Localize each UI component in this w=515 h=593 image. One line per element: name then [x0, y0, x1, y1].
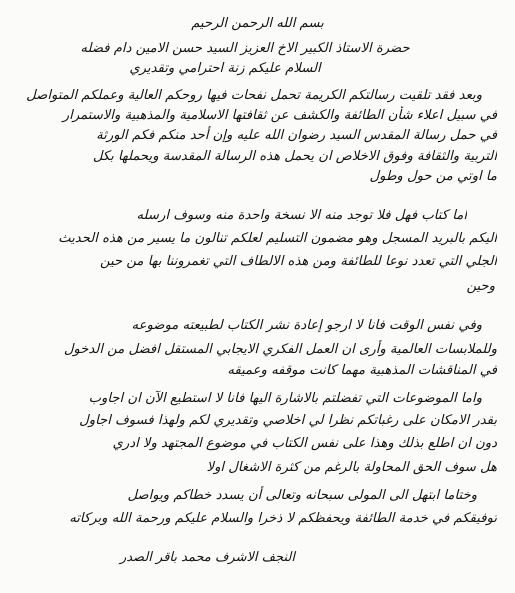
closing-line-2: توفيقكم في خدمة الطائفة ويحفظكم لا ذخرا والسلام عليكم ورحمة الله وبركاته	[69, 511, 497, 526]
paragraph-4-line-2: بقدر الامكان على رغباتكم نظرا لي اخلاصي وتقديري لكم ولهذا فسوف اجاول	[79, 413, 497, 428]
paragraph-2-line-2: اليكم بالبريد المسجل وهو مضمون التسليم لعلكم تنالون ما يسير من هذه الحديث	[58, 231, 497, 246]
addressee-line-2: السلام عليكم زنة احترامي وتقديري	[129, 61, 321, 76]
paragraph-4-line-1: واما الموضوعات التي تفضلتم بالاشارة اليها فانا لا استطيع الآن ان اجاوب	[88, 391, 482, 406]
closing-line-1: وختاما ابتهل الى المولى سبحانه وتعالى أن يسدد خطاكم ويواصل	[127, 488, 477, 503]
signature-line: النجف الاشرف محمد باقر الصدر	[119, 550, 295, 565]
paragraph-2-line-1: اما كتاب فهل فلا توجد منه الا نسخة واحدة منه وسوف ارسله	[136, 208, 467, 223]
paragraph-4-line-4: هل سوف الحق المحاولة بالرغم من كثرة الاشغال اولا	[206, 460, 497, 475]
paragraph-1-line-5: ما اوتي من حول وطول	[369, 169, 497, 184]
basmala: بسم الله الرحمن الرحيم	[191, 16, 324, 31]
addressee-line-1: حضرة الاستاذ الكبير الاخ العزيز السيد حسن الامين دام فضله	[80, 41, 410, 56]
paragraph-2-line-4: وحين	[466, 279, 495, 294]
paragraph-4-line-3: دون ان اطلع بذلك وهذا على نفس الكتاب في موضوع المجتهد ولا ادري	[112, 436, 497, 451]
paragraph-1-line-3: في حمل رسالة المقدس السيد رضوان الله عليه وإن أحد منكم فكم الورثة	[96, 128, 497, 143]
paragraph-3-line-3: في المناقشات المذهبية مهما كانت موقفه وعميقه	[227, 363, 497, 378]
paragraph-3-line-1: وفي نفس الوقت فانا لا ارجو إعادة نشر الكتاب لطبيعته موضوعه	[131, 318, 482, 333]
paragraph-3-line-2: وللملابسات العالمية وأرى ان العمل الفكري الايجابي المستقل افضل من الدخول	[63, 342, 497, 357]
paragraph-1-line-4: التربية والثقافة وفوق الاخلاص ان يحمل هذه الرسالة المقدسة ويحملها بكل	[92, 149, 497, 164]
paragraph-1-line-1: وبعد فقد تلقيت رسالتكم الكريمة تحمل نفحات فيها روحكم العالية وعملكم المتواصل	[26, 88, 482, 103]
paragraph-1-line-2: في سبيل اعلاء شأن الطائفة والكشف عن ثقافتها الاسلامية والمذهبية والاستمرار	[62, 108, 497, 123]
paragraph-2-line-3: الجلي التي تعدد نوعا للطائفة ومن هذه الالطاف التي تغمروننا بها من حين	[100, 254, 497, 269]
